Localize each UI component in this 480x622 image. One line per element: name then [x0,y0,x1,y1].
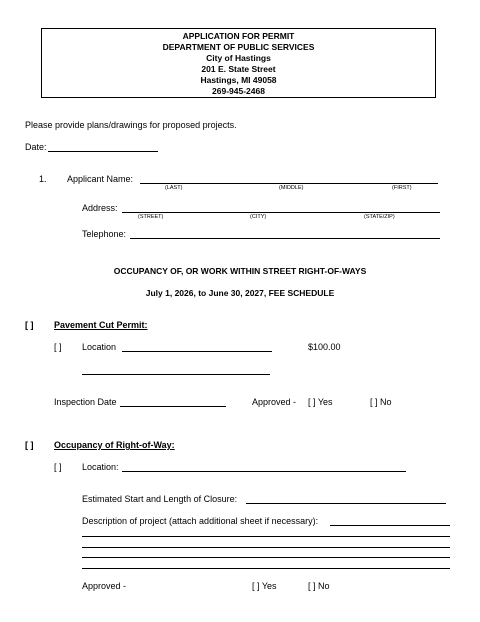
occupancy-checkbox[interactable]: [ ] [25,440,34,450]
intro-text: Please provide plans/drawings for proposed projects. [25,120,237,130]
applicant-number: 1. [39,174,47,184]
occupancy-location-checkbox[interactable]: [ ] [54,462,62,472]
description-line-1[interactable] [330,525,450,526]
pavement-approved-yes[interactable]: [ ] Yes [308,397,333,407]
address-label: Address: [82,203,118,213]
occupancy-location-field[interactable] [122,471,406,472]
street-caption: (STREET) [138,214,164,220]
fee-schedule-title: July 1, 2026, to June 30, 2027, FEE SCHEDULE [145,288,335,298]
middle-name-caption: (MIDDLE) [279,185,304,191]
date-field[interactable] [48,151,158,152]
description-line-3[interactable] [82,547,450,548]
pavement-approved-no[interactable]: [ ] No [370,397,392,407]
occupancy-approved-label: Approved - [82,581,127,591]
address-field[interactable] [122,212,440,213]
occupancy-approved-yes[interactable]: [ ] Yes [252,581,277,591]
description-label: Description of project (attach additional sheet if necessary): [82,516,319,526]
department-name: DEPARTMENT OF PUBLIC SERVICES [162,42,315,52]
occupancy-title: Occupancy of Right-of-Way: [54,440,175,450]
pavement-fee: $100.00 [308,342,341,352]
city-name: City of Hastings [206,53,271,63]
telephone-field[interactable] [130,238,440,239]
header-box [41,28,436,98]
occupancy-location-label: Location: [82,462,119,472]
pavement-cut-title: Pavement Cut Permit: [54,320,148,330]
city-state-zip: Hastings, MI 49058 [200,75,277,85]
closure-label: Estimated Start and Length of Closure: [82,494,238,504]
section-title: OCCUPANCY OF, OR WORK WITHIN STREET RIGHT-OF-WAYS [113,266,367,276]
description-line-4[interactable] [82,557,450,558]
pavement-location-label: Location [82,342,117,352]
inspection-date-field[interactable] [120,406,226,407]
applicant-name-label: Applicant Name: [67,174,134,184]
inspection-date-label: Inspection Date [54,397,117,407]
applicant-name-field[interactable] [140,183,438,184]
form-title: APPLICATION FOR PERMIT [182,31,295,41]
pavement-location-checkbox[interactable]: [ ] [54,342,62,352]
street-address: 201 E. State Street [201,64,276,74]
pavement-cut-checkbox[interactable]: [ ] [25,320,34,330]
pavement-location-field[interactable] [122,351,272,352]
date-label: Date: [25,142,47,152]
city-caption: (CITY) [250,214,267,220]
description-line-5[interactable] [82,568,450,569]
description-line-2[interactable] [82,536,450,537]
state-zip-caption: (STATE/ZIP) [364,214,395,220]
telephone-label: Telephone: [82,229,127,239]
pavement-approved-label: Approved - [252,397,297,407]
pavement-location-field-2[interactable] [82,374,270,375]
first-name-caption: (FIRST) [392,185,412,191]
occupancy-approved-no[interactable]: [ ] No [308,581,330,591]
phone-number: 269-945-2468 [212,86,265,96]
last-name-caption: (LAST) [165,185,183,191]
closure-field[interactable] [246,503,446,504]
